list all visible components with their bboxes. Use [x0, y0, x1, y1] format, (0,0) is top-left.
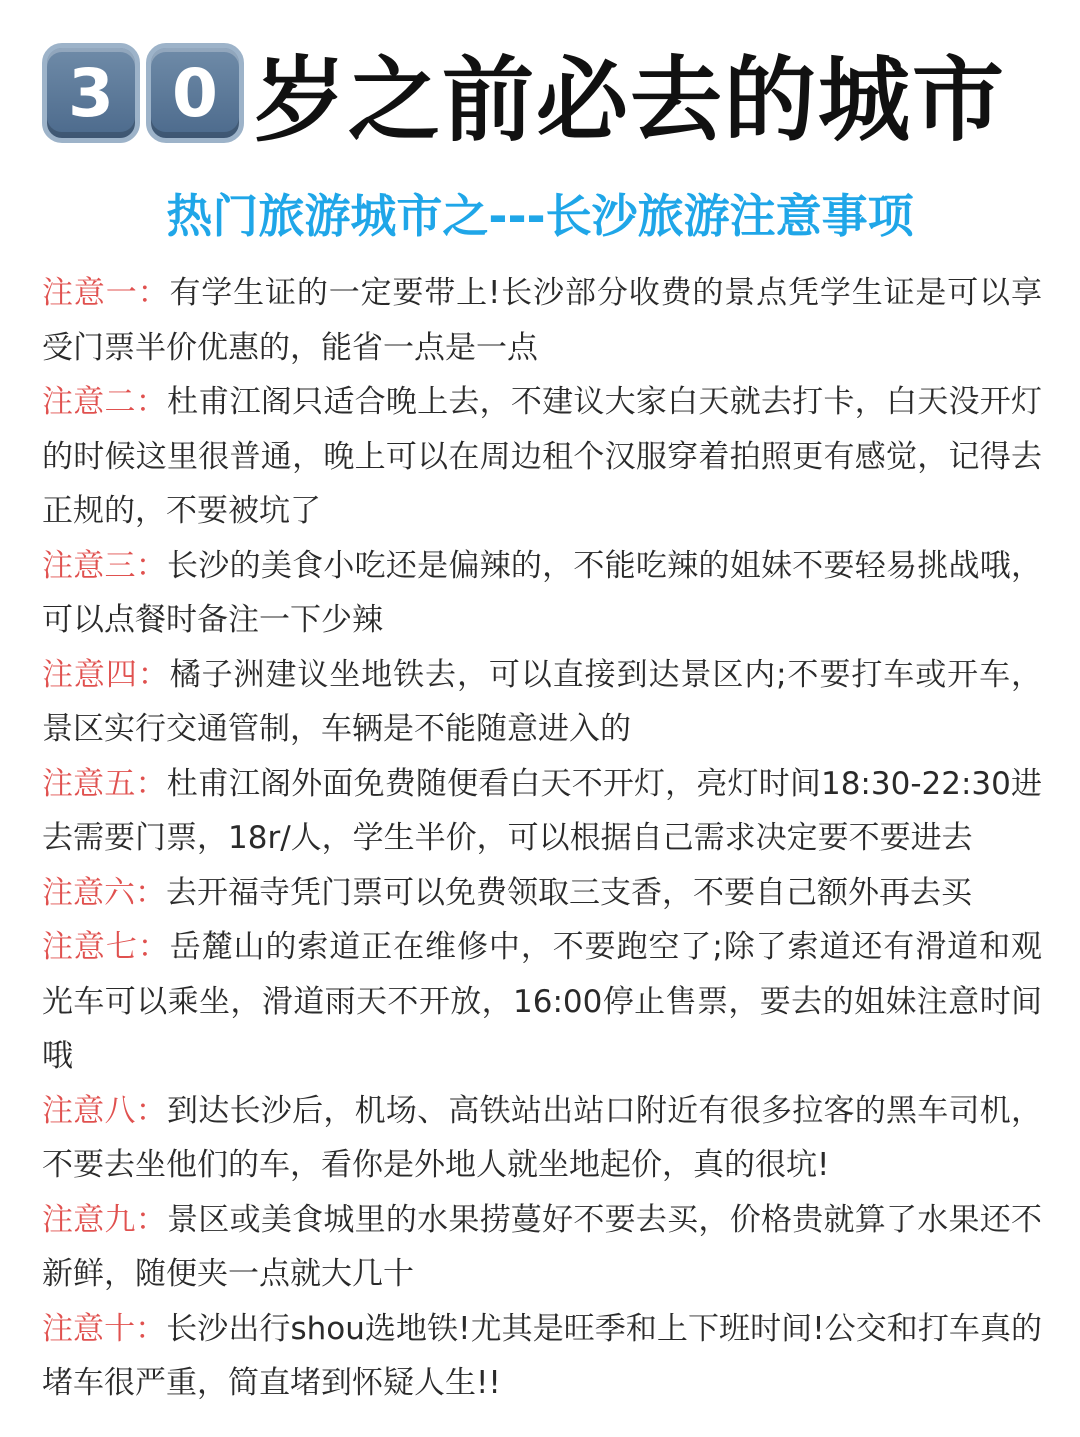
tip-text: 景区或美食城里的水果捞蔓好不要去买，价格贵就算了水果还不新鲜，随便夹一点就大几十 [42, 1201, 1043, 1292]
tip-text: 岳麓山的索道正在维修中，不要跑空了;除了索道还有滑道和观光车可以乘坐，滑道雨天不开放，16:00停止售票，要去的姐妹注意时间哦 [42, 929, 1042, 1074]
tip-item [42, 539, 1042, 648]
tip-text: 到达长沙后，机场、高铁站出站口附近有很多拉客的黑车司机，不要去坐他们的车，看你是外地人就坐地起价，真的很坑! [42, 1092, 1043, 1183]
tip-label: 注意五： [42, 765, 167, 802]
tip-item [42, 866, 1042, 921]
tip-text: 杜甫江阁只适合晚上去，不建议大家白天就去打卡，白天没开灯的时候这里很普通，晚上可以在周边租个汉服穿着拍照更有感觉，记得去正规的，不要被坑了 [42, 384, 1043, 529]
tip-text: 杜甫江阁外面免费随便看白天不开灯，亮灯时间18:30-22:30进去需要门票，18r/人，学生半价，可以根据自己需求决定要不要进去 [42, 765, 1043, 856]
tip-item [42, 757, 1042, 866]
tip-text: 橘子洲建议坐地铁去，可以直接到达景区内;不要打车或开车，景区实行交通管制，车辆是不能随意进入的 [42, 656, 1042, 747]
tip-text: 有学生证的一定要带上!长沙部分收费的景点凭学生证是可以享受门票半价优惠的，能省一点是一点 [42, 275, 1042, 366]
keycap-digit-three-icon: 3 [42, 43, 140, 143]
tip-label: 注意一： [42, 275, 170, 311]
tip-item [42, 648, 1042, 757]
tip-label: 注意六： [42, 874, 166, 911]
tip-text: 长沙的美食小吃还是偏辣的，不能吃辣的姐妹不要轻易挑战哦，可以点餐时备注一下少辣 [42, 547, 1043, 638]
tip-item [42, 375, 1042, 539]
page-title-text: 岁之前必去的城市 [254, 47, 1007, 154]
tip-label: 注意九： [42, 1201, 168, 1238]
tip-text: 去开福寺凭门票可以免费领取三支香，不要自己额外再去买 [166, 874, 972, 911]
tip-label: 注意四： [42, 656, 170, 693]
page-subtitle: 热门旅游城市之---长沙旅游注意事项 [166, 189, 914, 243]
tip-label: 注意七： [42, 929, 170, 965]
tip-label: 注意二： [42, 384, 168, 420]
tips-list [42, 266, 1042, 1411]
page-title [42, 38, 1042, 154]
tip-item [42, 1193, 1042, 1302]
tip-label: 注意八： [42, 1092, 168, 1129]
tip-item [42, 1302, 1042, 1411]
keycap-digit-zero-icon: 0 [146, 43, 244, 143]
tip-label: 注意三： [42, 547, 168, 584]
tip-item [42, 266, 1042, 375]
tip-item [42, 1084, 1042, 1193]
tip-text: 长沙出行shou选地铁!尤其是旺季和上下班时间!公交和打车真的堵车很严重，简直堵到怀疑人生!! [42, 1310, 1043, 1401]
tip-item [42, 920, 1042, 1084]
tip-label: 注意十： [42, 1310, 167, 1347]
